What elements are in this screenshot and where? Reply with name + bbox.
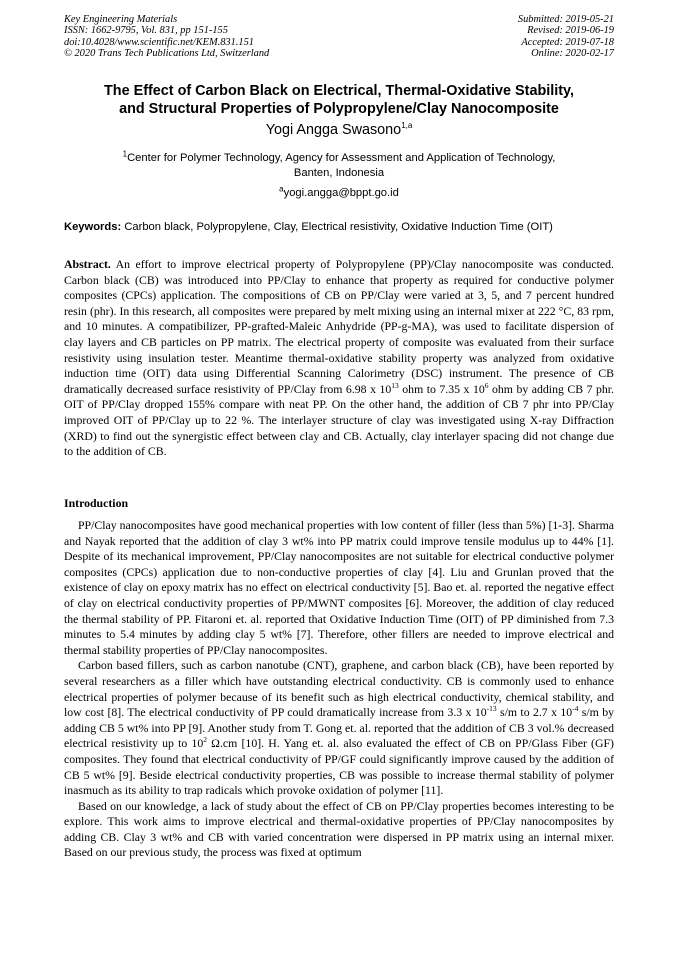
email-address: yogi.angga@bppt.go.id (283, 187, 399, 199)
doi-line: doi:10.4028/www.scientific.net/KEM.831.151 (64, 36, 254, 48)
keywords-text: Carbon black, Polypropylene, Clay, Electrical resistivity, Oxidative Induction Time (OIT) (124, 221, 553, 233)
abstract (64, 257, 614, 460)
abstract-label: Abstract. (64, 257, 111, 271)
intro-paragraph-2: Carbon based fillers, such as carbon nanotube (CNT), graphene, and carbon black (CB), have been reported by several researchers as a filler which have outstanding electrical conductivity. CB is commonly used to enhance electrical properties of polymer because of its benefit such as high electrical conductivity, chemical stability, and low cost [8]. The electrical conductivity of PP could dramatically increase from 3.3 x $10^{-13}$ s/m to 2.7 x $10^{-4}$ s/m by adding CB 5 wt% into PP [9]. Another study from T. Gong et. al. reported that the addition of CB 3 vol.% decreased electrical resistivity up to $10^2$ Ω.cm [10]. H. Yang et. al. also evaluated the effect of CB on PP/Glass Fiber (GF) composites. They found that electrical conductivity of PP/GF could significantly improve caused by the addition of CB 5 wt% [9]. Beside electrical conductivity properties, CB was possible to increase thermal stability of polymer inasmuch as its ability to trap radicals which provoke oxidation of polymer [11]. (64, 658, 614, 798)
exponent: -4 (572, 704, 579, 714)
intro-paragraph-1: PP/Clay nanocomposites have good mechanical properties with low content of filler (less than 5%) [1-3]. Sharma and Nayak reported that the addition of clay 3 wt% into PP matrix could improve tensile modulus up to 44% [1]. Despite of its mechanical improvement, PP/Clay nanocomposites are not suitable for electrical conductive polymer composites (CPCs) application due to non-conductive properties of clay [4]. Liu and Grunlan proved that the existence of clay on epoxy matrix has no effect on electrical conductivity [5]. Bao et. al. reported the negative effect of clay on electrical conductivity properties of PP/MWNT composites [6]. Moreover, the addition of clay reduced the thermal stability of PP. Fitaroni et. al. reported that Oxidative Induction Time (OIT) of PP diminished from 7.3 minutes to 5.4 minutes by adding clay 5 wt% [7]. Therefore, other fillers are needed to improve electrical and thermal stability properties of PP/Clay nanocomposites. (64, 518, 614, 657)
exponent: 6 (484, 380, 489, 390)
email-mark: a (279, 184, 284, 194)
abstract-paragraph: Abstract. An effort to improve electrical property of Polypropylene (PP)/Clay nanocomposite was conducted. Carbon black (CB) was introduced into PP/Clay to enhance that property as required for conductive polymer composites (CPCs) application. The compositions of CB on PP/Clay were varied at 3, 5, and 7 percent hundred resin (phr). In this research, all composites were prepared by melt mixing using an internal mixer at 222 °C, 83 rpm, and 10 minutes. A compatibilizer, PP-grafted-Maleic Anhydride (PP-g-MA), was used to facilitate dispersion of clay layers and CB particles on PP matrix. The electrical property of composite was evaluated from their surface resistivity using insulation tester. Meantime thermal-oxidative stability property was analyzed from oxidative induction time (OIT) data using Differential Scanning Calorimetry (DSC) instrument. The presence of CB dramatically decreased surface resistivity of PP/Clay from 6.98 x $10^{13}$ ohm to 7.35 x $10^6$ ohm by adding CB 7 phr. OIT of PP/Clay dropped 155% compare with neat PP. On the other hand, the addition of CB 7 phr into PP/Clay improved OIT of PP/Clay up to 22 %. The interlayer structure of clay was investigated using X-ray Diffraction (XRD) to find out the synergistic effect between clay and CB. Actually, clay interlayer spacing did not change due to the addition of CB. (64, 257, 615, 459)
accepted-date: Accepted: 2019-07-18 (521, 36, 614, 48)
author-line (64, 121, 614, 139)
affiliation (74, 151, 604, 180)
copyright-line: © 2020 Trans Tech Publications Ltd, Switzerland (64, 48, 270, 60)
introduction-section (64, 518, 614, 861)
paper-title (54, 83, 624, 118)
author-marks: 1,a (401, 121, 413, 131)
intro-paragraph-3: Based on our knowledge, a lack of study about the effect of CB on PP/Clay properties becomes interesting to be explore. This work aims to improve electrical and thermal-oxidative properties of PP/Clay nanocomposites by adding CB. Clay 3 wt% and CB with varied concentration were dispersed in PP matrix using an internal mixer. Based on our previous study, the process was fixed at optimum (64, 798, 614, 860)
exponent: 13 (391, 380, 399, 390)
exponent: 2 (203, 735, 207, 745)
affiliation-mark: 1 (122, 149, 128, 159)
introduction-heading: Introduction (64, 496, 129, 510)
issn-line: ISSN: 1662-9795, Vol. 831, pp 151-155 (64, 25, 228, 37)
publication-dates (518, 14, 614, 60)
journal-info (64, 14, 269, 60)
submitted-date: Submitted: 2019-05-21 (517, 14, 614, 25)
author-name: Yogi Angga Swasono (265, 122, 402, 138)
title-line-1: The Effect of Carbon Black on Electrical, Thermal-Oxidative Stability, (104, 83, 574, 99)
journal-name: Key Engineering Materials (64, 14, 178, 25)
affiliation-line-1: $^1$Center for Polymer Technology, Agency for Assessment and Application of Technology, (122, 149, 556, 164)
keywords (64, 220, 619, 234)
revised-date: Revised: 2019-06-19 (527, 25, 614, 37)
exponent: -13 (486, 704, 497, 714)
online-date: Online: 2020-02-17 (531, 48, 614, 60)
author-email (64, 186, 614, 200)
title-line-2: and Structural Properties of Polypropylene/Clay Nanocomposite (119, 100, 559, 117)
keywords-label: Keywords: (64, 221, 122, 233)
affiliation-line-2: Banten, Indonesia (293, 166, 385, 179)
